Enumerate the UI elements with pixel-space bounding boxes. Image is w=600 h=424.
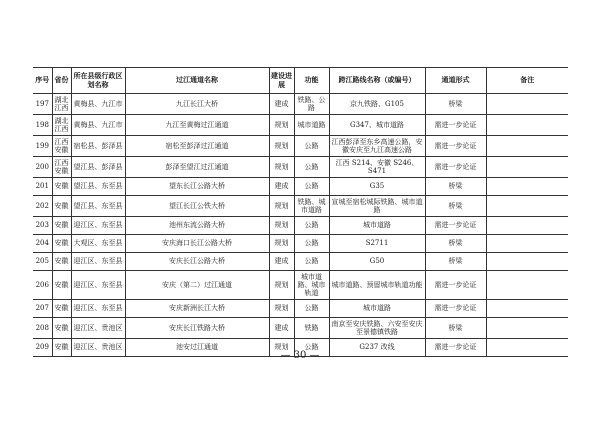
- cell-route: G50: [329, 253, 425, 271]
- cell-province: 江西安徽: [52, 157, 71, 178]
- cell-status: 规划: [269, 339, 294, 357]
- cell-no: 198: [33, 115, 52, 136]
- cell-status: 规划: [269, 157, 294, 178]
- cell-no: 205: [33, 253, 52, 271]
- cell-form: 需进一步论证: [425, 136, 486, 157]
- cell-route: 宣城至宿松城际铁路、城市道路: [329, 196, 425, 217]
- cell-form: 桥梁: [425, 94, 486, 115]
- cell-function: 城市道路: [294, 115, 329, 136]
- cell-status: 规划: [269, 271, 294, 300]
- cell-route: G347、城市道路: [329, 115, 425, 136]
- cell-province: 安徽: [52, 178, 71, 196]
- table-row: [33, 157, 568, 178]
- cell-status: 规划: [269, 217, 294, 235]
- cell-province: 安徽: [52, 300, 71, 318]
- cell-county: 望江县、东至县: [71, 196, 125, 217]
- cell-no: 203: [33, 217, 52, 235]
- cell-province: 江西安徽: [52, 136, 71, 157]
- cell-name: 九江长江大桥: [125, 94, 269, 115]
- cell-note: [486, 318, 568, 339]
- cell-status: 规划: [269, 235, 294, 253]
- cell-no: 207: [33, 300, 52, 318]
- cell-route: 江西 S214、安徽 S246、S471: [329, 157, 425, 178]
- cell-form: 需进一步论证: [425, 271, 486, 300]
- cell-function: 铁路、城市道路: [294, 196, 329, 217]
- table-row: [33, 235, 568, 253]
- cell-note: [486, 217, 568, 235]
- cell-function: 公路: [294, 217, 329, 235]
- cell-province: 安徽: [52, 196, 71, 217]
- cell-county: 迎江区、东至县: [71, 253, 125, 271]
- cell-note: [486, 253, 568, 271]
- cell-name: 安庆海口长江公路大桥: [125, 235, 269, 253]
- cell-name: 池州东流公路大桥: [125, 217, 269, 235]
- header-route: 跨江路线名称（或编号）: [329, 68, 425, 94]
- table-row: [33, 318, 568, 339]
- table-row: [33, 253, 568, 271]
- cell-form: 桥梁: [425, 178, 486, 196]
- cell-status: 建成: [269, 253, 294, 271]
- cell-name: 安庆新洲长江大桥: [125, 300, 269, 318]
- cell-function: 公路: [294, 136, 329, 157]
- cell-form: 需进一步论证: [425, 300, 486, 318]
- cell-name: 安庆长江铁路大桥: [125, 318, 269, 339]
- cell-status: 规划: [269, 115, 294, 136]
- header-province: 省份: [52, 68, 71, 94]
- cell-province: 安徽: [52, 217, 71, 235]
- header-no: 序号: [33, 68, 52, 94]
- cell-status: 规划: [269, 196, 294, 217]
- cell-province: 安徽: [52, 339, 71, 357]
- cell-name: 池安过江通道: [125, 339, 269, 357]
- cell-status: 建成: [269, 318, 294, 339]
- crossing-table: [33, 67, 568, 357]
- table-body: [33, 94, 568, 357]
- cell-form: 桥梁: [425, 235, 486, 253]
- cell-route: 城市道路: [329, 300, 425, 318]
- cell-route: S2711: [329, 235, 425, 253]
- cell-form: 需进一步论证: [425, 339, 486, 357]
- cell-county: 迎江区、东至县: [71, 217, 125, 235]
- cell-function: 公路: [294, 339, 329, 357]
- cell-name: 安庆长江公路大桥: [125, 253, 269, 271]
- cell-function: 公路: [294, 300, 329, 318]
- cell-province: 安徽: [52, 318, 71, 339]
- cell-route: 城市道路、预留城市轨道功能: [329, 271, 425, 300]
- header-form: 通道形式: [425, 68, 486, 94]
- cell-status: 建成: [269, 178, 294, 196]
- cell-county: 黄梅县、九江市: [71, 94, 125, 115]
- cell-no: 208: [33, 318, 52, 339]
- table-row: [33, 300, 568, 318]
- table-row: [33, 94, 568, 115]
- cell-route: 江西彭泽至东乡高速公路，安徽安庆至九江高速公路: [329, 136, 425, 157]
- header-note: 备注: [486, 68, 568, 94]
- table-row: [33, 136, 568, 157]
- page-number: — 30 —: [280, 350, 320, 361]
- header-row: [33, 68, 568, 94]
- cell-no: 200: [33, 157, 52, 178]
- cell-county: 望江县、东至县: [71, 178, 125, 196]
- cell-note: [486, 178, 568, 196]
- cell-no: 201: [33, 178, 52, 196]
- cell-function: 公路: [294, 235, 329, 253]
- table-row: [33, 217, 568, 235]
- cell-route: 京九铁路、G105: [329, 94, 425, 115]
- cell-route: G237 改线: [329, 339, 425, 357]
- cell-form: 需进一步论证: [425, 217, 486, 235]
- cell-route: 城市道路: [329, 217, 425, 235]
- cell-function: 铁路、公路: [294, 94, 329, 115]
- cell-form: 桥梁: [425, 318, 486, 339]
- cell-county: 大观区、东至县: [71, 235, 125, 253]
- cell-county: 迎江区、东至县: [71, 300, 125, 318]
- cell-route: 南京至安庆铁路、六安至安庆至景德镇铁路: [329, 318, 425, 339]
- cell-form: 桥梁: [425, 196, 486, 217]
- cell-name: 九江至黄梅过江通道: [125, 115, 269, 136]
- cell-function: 公路: [294, 157, 329, 178]
- cell-no: 209: [33, 339, 52, 357]
- table-row: [33, 178, 568, 196]
- header-county: 所在县级行政区划名称: [71, 68, 125, 94]
- cell-name: 宿松至彭泽过江通道: [125, 136, 269, 157]
- cell-name: 安庆（第二）过江通道: [125, 271, 269, 300]
- cell-note: [486, 271, 568, 300]
- cell-function: 公路: [294, 253, 329, 271]
- cell-note: [486, 136, 568, 157]
- cell-name: 望江长江公铁大桥: [125, 196, 269, 217]
- cell-note: [486, 300, 568, 318]
- cell-function: 公路: [294, 178, 329, 196]
- cell-no: 204: [33, 235, 52, 253]
- cell-note: [486, 94, 568, 115]
- header-status: 建设进展: [269, 68, 294, 94]
- cell-form: 需进一步论证: [425, 157, 486, 178]
- cell-note: [486, 235, 568, 253]
- table-row: [33, 271, 568, 300]
- cell-no: 202: [33, 196, 52, 217]
- cell-province: 安徽: [52, 271, 71, 300]
- table-row: [33, 115, 568, 136]
- cell-no: 197: [33, 94, 52, 115]
- cell-county: 迎江区、贵池区: [71, 339, 125, 357]
- cell-county: 迎江区、东至县: [71, 271, 125, 300]
- cell-no: 206: [33, 271, 52, 300]
- cell-status: 规划: [269, 136, 294, 157]
- cell-name: 望东长江公路大桥: [125, 178, 269, 196]
- cell-province: 湖北江西: [52, 115, 71, 136]
- cell-county: 迎江区、贵池区: [71, 318, 125, 339]
- table-row: [33, 196, 568, 217]
- cell-note: [486, 157, 568, 178]
- cell-no: 199: [33, 136, 52, 157]
- cell-form: 需进一步论证: [425, 115, 486, 136]
- cell-route: G35: [329, 178, 425, 196]
- cell-status: 建成: [269, 94, 294, 115]
- cell-name: 彭泽至望江过江通道: [125, 157, 269, 178]
- header-function: 功能: [294, 68, 329, 94]
- header-name: 过江通道名称: [125, 68, 269, 94]
- cell-province: 安徽: [52, 253, 71, 271]
- cell-note: [486, 115, 568, 136]
- cell-function: 城市道路、城市轨道: [294, 271, 329, 300]
- cell-county: 黄梅县、九江市: [71, 115, 125, 136]
- cell-province: 湖北江西: [52, 94, 71, 115]
- cell-function: 铁路: [294, 318, 329, 339]
- cell-province: 安徽: [52, 235, 71, 253]
- cell-form: 桥梁: [425, 253, 486, 271]
- cell-status: 规划: [269, 300, 294, 318]
- cell-note: [486, 196, 568, 217]
- cell-county: 宿松县、彭泽县: [71, 136, 125, 157]
- cell-county: 望江县、彭泽县: [71, 157, 125, 178]
